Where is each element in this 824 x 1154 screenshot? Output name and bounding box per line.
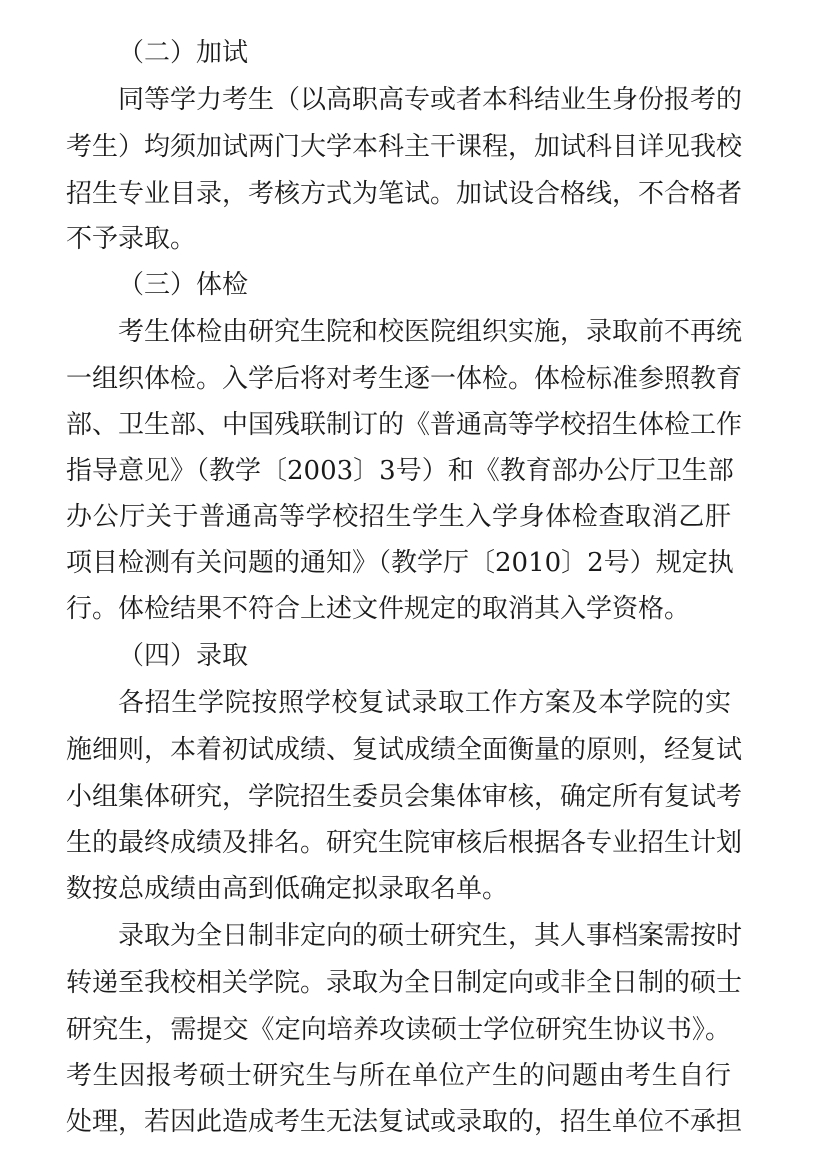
paragraph-line: 处理，若因此造成考生无法复试或录取的，招生单位不承担 (66, 1107, 743, 1137)
paragraph-line: 招生专业目录，考核方式为笔试。加试设合格线，不合格者 (66, 179, 743, 209)
paragraph-line: 办公厅关于普通高等学校招生学生入学身体检查取消乙肝 (66, 502, 731, 532)
paragraph-line: 各招生学院按照学校复试录取工作方案及本学院的实 (118, 688, 731, 718)
paragraph-line: 部、卫生部、中国残联制订的《普通高等学校招生体检工作 (66, 410, 743, 440)
paragraph-line: 项目检测有关问题的通知》（教学厅〔2010〕2号）规定执 (66, 548, 734, 578)
paragraph-line: 行。体检结果不符合上述文件规定的取消其入学资格。 (66, 594, 691, 624)
paragraph-line: 施细则，本着初试成绩、复试成绩全面衡量的原则，经复试 (66, 735, 743, 765)
paragraph-line: 录取为全日制非定向的硕士研究生，其人事档案需按时 (118, 921, 743, 951)
paragraph-line: 不予录取。 (66, 224, 197, 254)
paragraph-line: 数按总成绩由高到低确定拟录取名单。 (66, 874, 509, 904)
paragraph-line: 指导意见》（教学〔2003〕3号）和《教育部办公厅卫生部 (66, 456, 734, 486)
paragraph-line: 同等学力考生（以高职高专或者本科结业生身份报考的 (118, 85, 743, 115)
paragraph-line: 考生体检由研究生院和校医院组织实施，录取前不再统 (118, 317, 743, 347)
section-heading-jiashi: （二）加试 (118, 38, 249, 68)
paragraph-line: 小组集体研究，学院招生委员会集体审核，确定所有复试考 (66, 782, 743, 812)
paragraph-line: 研究生，需提交《定向培养攻读硕士学位研究生协议书》。 (66, 1015, 731, 1045)
paragraph-line: 考生因报考硕士研究生与所在单位产生的问题由考生自行 (66, 1061, 731, 1091)
paragraph-line: 转递至我校相关学院。录取为全日制定向或非全日制的硕士 (66, 968, 743, 998)
paragraph-line: 一组织体检。入学后将对考生逐一体检。体检标准参照教育 (66, 364, 743, 394)
section-heading-tijian: （三）体检 (118, 270, 249, 300)
paragraph-line: 考生）均须加试两门大学本科主干课程，加试科目详见我校 (66, 132, 743, 162)
section-heading-luqu: （四）录取 (118, 641, 249, 671)
paragraph-line: 生的最终成绩及排名。研究生院审核后根据各专业招生计划 (66, 828, 743, 858)
